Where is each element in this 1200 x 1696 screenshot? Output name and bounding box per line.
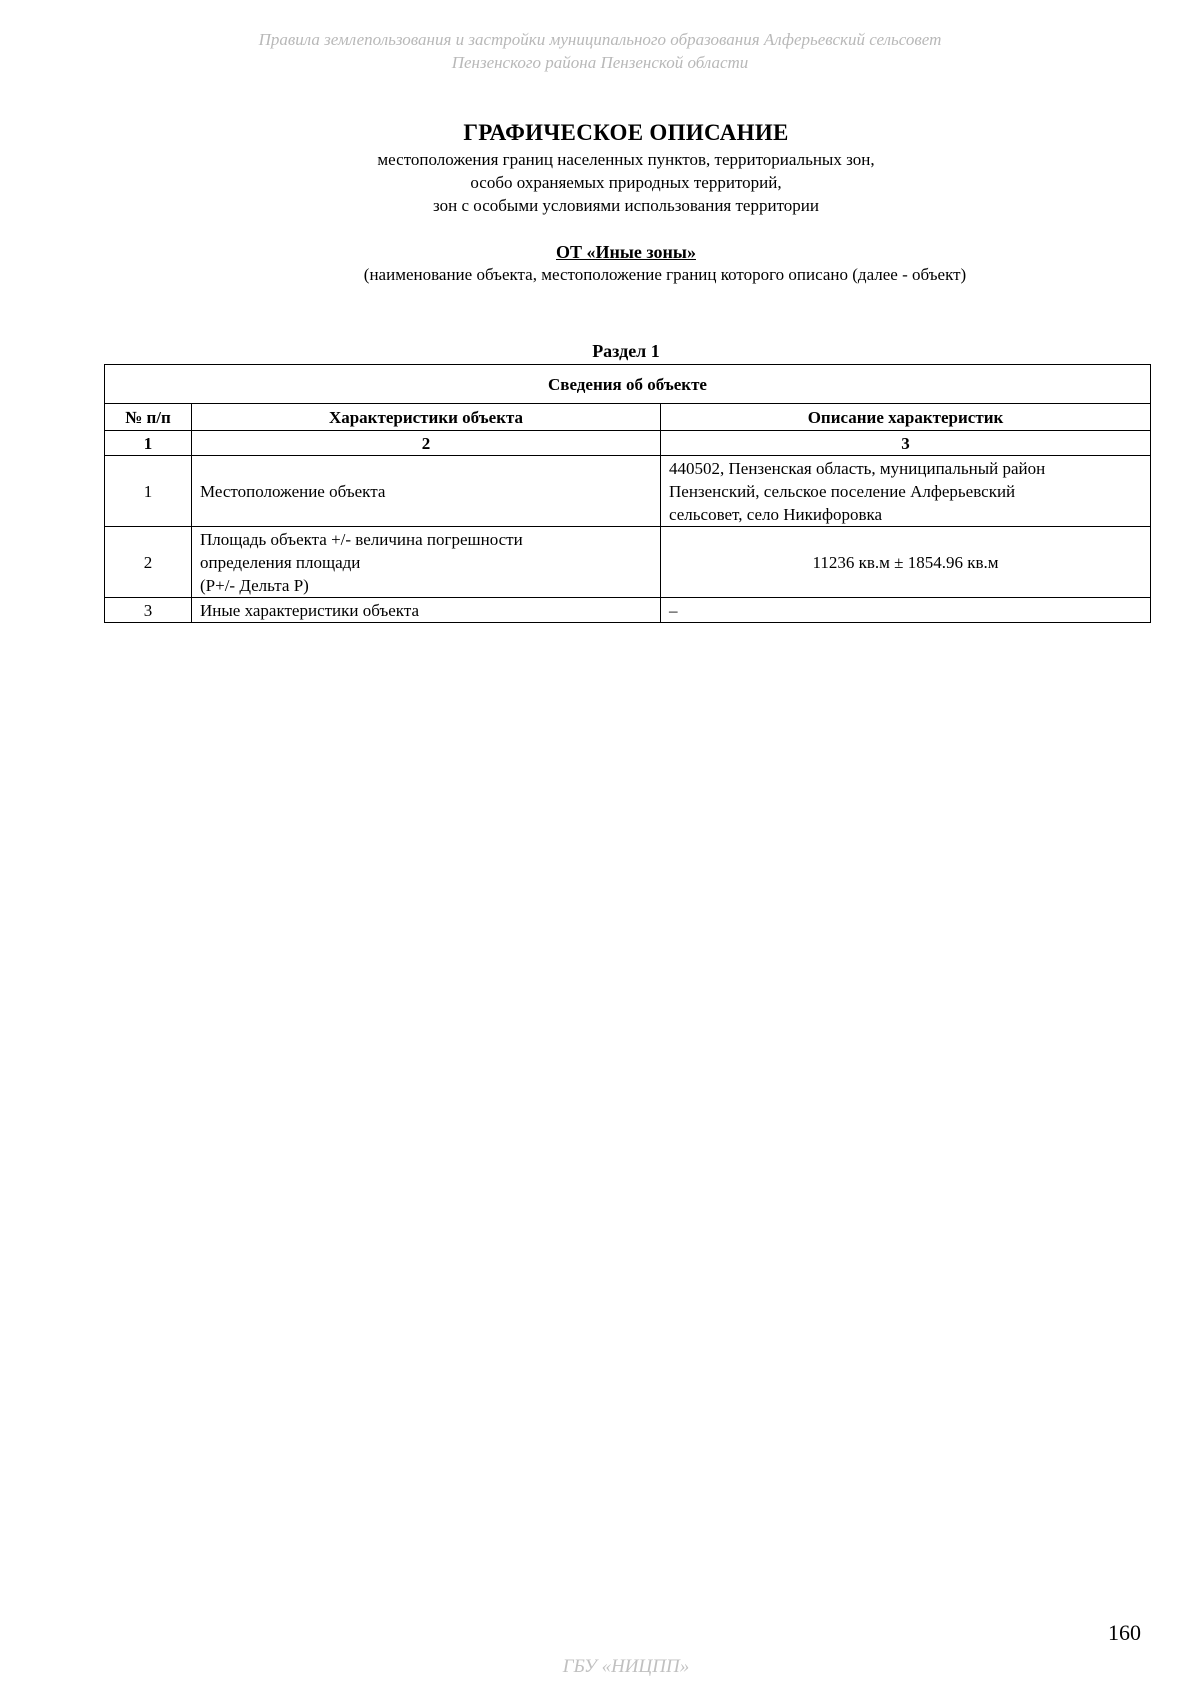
header-description: Описание характеристик (661, 404, 1151, 431)
section-title: Раздел 1 (592, 341, 660, 361)
characteristic-line: Площадь объекта +/- величина погрешности (200, 529, 523, 549)
column-number-1: 1 (105, 431, 192, 456)
characteristic-line: Иные характеристики объекта (200, 600, 420, 620)
document-title: ГРАФИЧЕСКОЕ ОПИСАНИЕ (463, 120, 789, 145)
description-line: 440502, Пензенская область, муниципальный район (669, 458, 1046, 478)
subtitle-line-2: особо охраняемых природных территорий, (470, 173, 782, 192)
row-number: 3 (105, 598, 192, 623)
header-characteristic: Характеристики объекта (192, 404, 661, 431)
table-header-row (105, 404, 1151, 431)
table-caption-row (105, 365, 1151, 404)
row-characteristic (192, 527, 661, 598)
row-description (661, 456, 1151, 527)
description-line: Пензенский, сельское поселение Алферьевский (669, 481, 1016, 501)
subtitle-line-1: местоположения границ населенных пунктов, территориальных зон, (377, 150, 875, 169)
running-header (0, 28, 1200, 74)
object-info-table (104, 364, 1151, 623)
table-row (105, 456, 1151, 527)
table-column-number-row (105, 431, 1151, 456)
description-line: сельсовет, село Никифоровка (669, 504, 883, 524)
object-caption: (наименование объекта, местоположение границ которого описано (далее - объект) (363, 265, 967, 284)
column-number-2: 2 (192, 431, 661, 456)
row-characteristic (192, 456, 661, 527)
table-row (105, 527, 1151, 598)
characteristic-line: определения площади (200, 552, 361, 572)
table-caption: Сведения об объекте (105, 365, 1151, 404)
table-row (105, 598, 1151, 623)
header-number: № п/п (105, 404, 192, 431)
row-characteristic (192, 598, 661, 623)
running-header-line-1: Правила землепользования и застройки муниципального образования Алферьевский сельсовет (258, 30, 942, 49)
description-line: – (669, 600, 678, 620)
characteristic-line: Местоположение объекта (200, 481, 386, 501)
object-name: ОТ «Иные зоны» (556, 242, 696, 262)
row-description (661, 527, 1151, 598)
running-header-line-2: Пензенского района Пензенской области (451, 53, 749, 72)
page-number: 160 (1108, 1620, 1141, 1645)
row-number: 2 (105, 527, 192, 598)
document-subtitle (0, 148, 1200, 217)
characteristic-line: (P+/- Дельта P) (200, 575, 309, 595)
row-number: 1 (105, 456, 192, 527)
description-line: 11236 кв.м ± 1854.96 кв.м (812, 552, 999, 572)
column-number-3: 3 (661, 431, 1151, 456)
running-footer: ГБУ «НИЦПП» (562, 1656, 690, 1677)
subtitle-line-3: зон с особыми условиями использования территории (433, 196, 819, 215)
row-description (661, 598, 1151, 623)
